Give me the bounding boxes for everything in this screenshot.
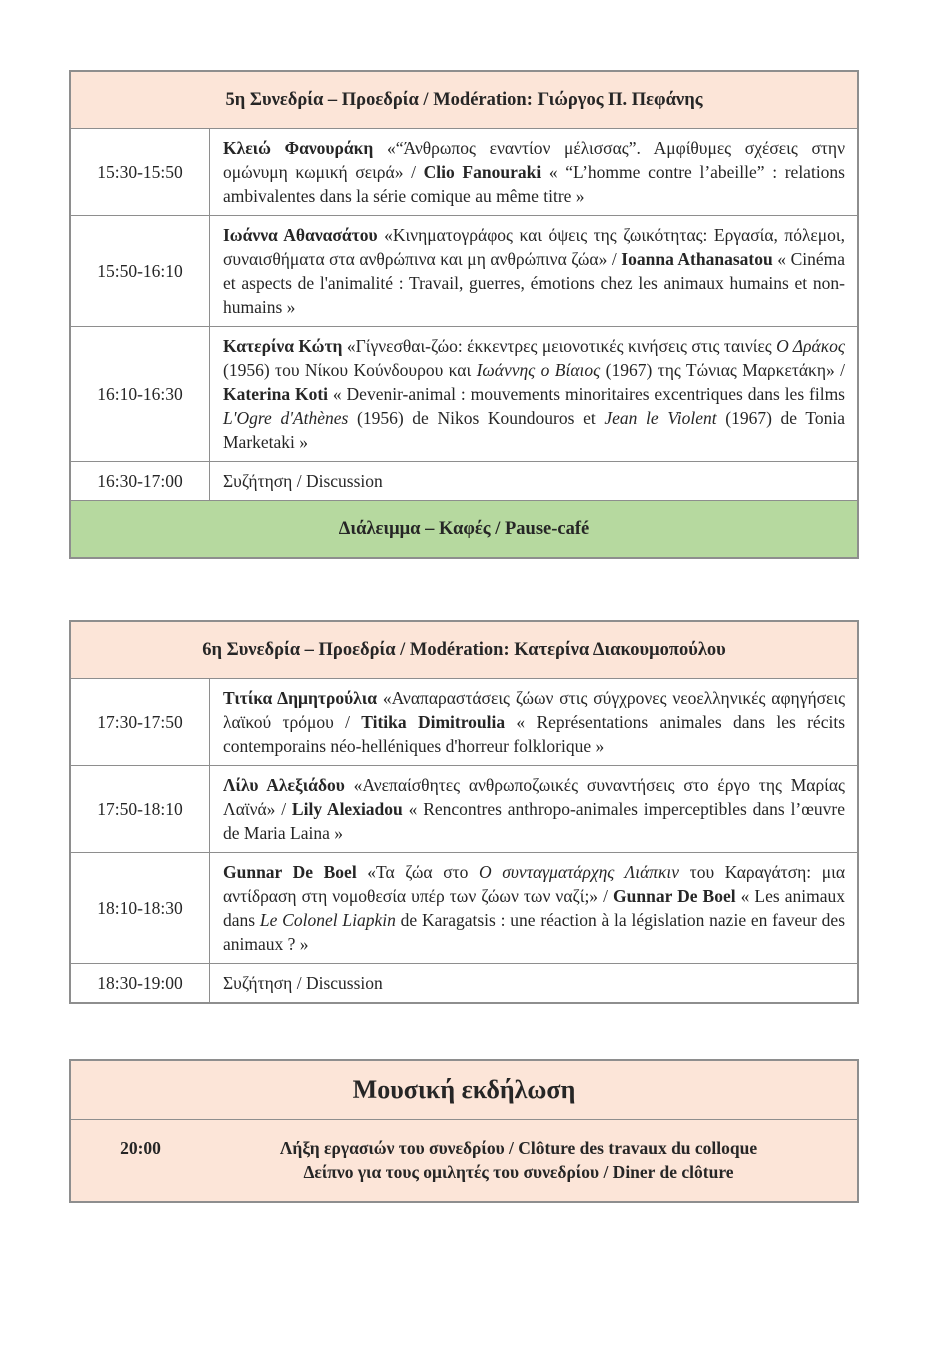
program-document bbox=[69, 70, 859, 1203]
closing-details bbox=[210, 1136, 857, 1184]
closing-row bbox=[71, 1120, 857, 1201]
session-5-header bbox=[71, 72, 857, 129]
closing-line-2: Δείπνο για τους ομιλητές του συνεδρίου / Diner de clôture bbox=[303, 1162, 734, 1182]
discussion-cell: Συζήτηση / Discussion bbox=[223, 973, 383, 993]
talk-description: Gunnar De Boel «Τα ζώα στο Ο συνταγματάρχης Λιάπκιν του Καραγάτση: μια αντίδραση στη νομοθεσία υπέρ των ζώων των ναζί;» / Gunnar De Boel « Les animaux dans Le Colonel Liapkin de Karagatsis : une réaction à la législation nazie en faveur des animaux ? » bbox=[223, 862, 846, 954]
session-6-title: 6η Συνεδρία – Προεδρία / Modération: Κατερίνα Διακουμοπούλου bbox=[202, 640, 726, 660]
time-cell: 20:00 bbox=[120, 1138, 161, 1158]
music-event-block bbox=[69, 1059, 859, 1203]
talk-description: Λίλυ Αλεξιάδου «Ανεπαίσθητες ανθρωποζωικές συναντήσεις στο έργο της Μαρίας Λαϊνά» / Lily Alexiadou « Rencontres anthropo-animales imperceptibles dans l’œuvre de Maria Laina » bbox=[223, 775, 845, 843]
music-event-header bbox=[71, 1061, 857, 1120]
talk-description: Ιωάννα Αθανασάτου «Κινηματογράφος και όψεις της ζωικότητας: Εργασία, πόλεμοι, συναισθήματα στα ανθρώπινα και μη ανθρώπινα ζώα» / Ioanna Athanasatou « Cinéma et aspects de l'animalité : Travail, guerres, émotions chez les animaux humains et non-humains » bbox=[223, 225, 845, 317]
table-row bbox=[71, 964, 857, 1002]
time-cell: 15:50-16:10 bbox=[71, 216, 210, 326]
time-cell: 18:10-18:30 bbox=[71, 853, 210, 963]
table-row bbox=[71, 462, 857, 501]
session-5-title: 5η Συνεδρία – Προεδρία / Modération: Γιώργος Π. Πεφάνης bbox=[225, 90, 703, 110]
session-5-table bbox=[69, 70, 859, 559]
talk-description: Κατερίνα Κώτη «Γίγνεσθαι-ζώο: έκκεντρες μειονοτικές κινήσεις στις ταινίες Ο Δράκος (1956) του Νίκου Κούνδουρου και Ιωάννης ο Βίαιος (1967) της Τώνιας Μαρκετάκη» / Katerina Koti « Devenir-animal : mouvements minoritaires excentriques dans les films L'Ogre d'Athènes (1956) de Nikos Koundouros et Jean le Violent (1967) de Tonia Marketaki » bbox=[223, 336, 845, 452]
table-row bbox=[71, 766, 857, 853]
closing-line-1: Λήξη εργασιών του συνεδρίου / Clôture des travaux du colloque bbox=[279, 1138, 758, 1158]
time-cell: 18:30-19:00 bbox=[71, 964, 210, 1002]
coffee-break-row bbox=[71, 501, 857, 557]
time-cell: 16:10-16:30 bbox=[71, 327, 210, 461]
time-cell: 15:30-15:50 bbox=[71, 129, 210, 215]
table-row bbox=[71, 216, 857, 327]
table-row bbox=[71, 679, 857, 766]
time-cell: 17:30-17:50 bbox=[71, 679, 210, 765]
time-cell: 17:50-18:10 bbox=[71, 766, 210, 852]
table-row bbox=[71, 853, 857, 964]
talk-description: Κλειώ Φανουράκη «“Άνθρωπος εναντίον μέλισσας”. Αμφίθυμες σχέσεις στην ομώνυμη κωμική σειρά» / Clio Fanouraki « “L’homme contre l’abeille” : relations ambivalentes dans la série comique au même titre » bbox=[223, 138, 845, 206]
session-6-table bbox=[69, 620, 859, 1004]
talk-description: Τιτίκα Δημητρούλια «Αναπαραστάσεις ζώων στις σύγχρονες νεοελληνικές αφηγήσεις λαϊκού τρόμου / Titika Dimitroulia « Représentations animales dans les récits contemporains néo-helléniques d'horreur folklorique » bbox=[223, 688, 846, 756]
table-row bbox=[71, 327, 857, 462]
session-6-header bbox=[71, 622, 857, 679]
discussion-cell: Συζήτηση / Discussion bbox=[223, 471, 383, 491]
music-event-title: Μουσική εκδήλωση bbox=[352, 1075, 576, 1104]
coffee-break-label: Διάλειμμα – Καφές / Pause-café bbox=[338, 519, 590, 539]
time-cell: 16:30-17:00 bbox=[71, 462, 210, 500]
table-row bbox=[71, 129, 857, 216]
